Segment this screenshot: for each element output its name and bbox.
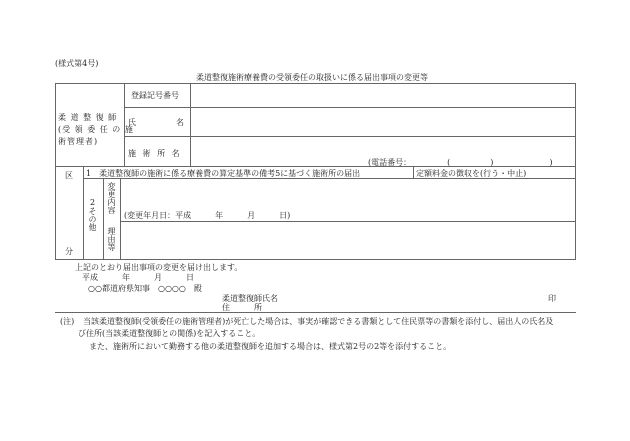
reason-field[interactable]	[121, 222, 575, 258]
address-label: 住 所	[222, 303, 262, 312]
name-label-b: 名	[176, 118, 184, 127]
seal-mark: 印	[548, 294, 556, 303]
signer-name-label: 柔道整復師氏名	[222, 294, 278, 303]
item2-label: 2その他	[88, 198, 97, 231]
name-label-a: 氏	[128, 118, 136, 127]
phone-label: (電話番号： ( ) )	[368, 158, 553, 167]
note-label: (注)	[60, 317, 75, 326]
item1-label[interactable]: 1 柔道整復師の施術に係る療養費の算定基準の備考5に基づく施術所の届出	[86, 169, 361, 178]
reason-label: 理由等	[107, 227, 116, 251]
declaration: 上記のとおり届出事項の変更を届け出します。	[75, 263, 243, 272]
divider	[55, 312, 576, 313]
change-date: (変更年月日：平成 年 月 日)	[124, 211, 291, 220]
registration-number-field[interactable]	[191, 84, 574, 106]
form-number: (様式第4号)	[55, 59, 99, 68]
note-2: また、施術所において勤務する他の柔道整復師を追加する場合は、様式第2号の2等を添付すること。	[89, 342, 452, 351]
change-content-label: 変更内容	[107, 182, 116, 214]
submission-date: 平成 年 月 日	[82, 273, 194, 282]
fee-collection-option[interactable]: 定額料金の徴収を(行う・中止)	[416, 169, 527, 178]
name-field[interactable]	[191, 108, 574, 135]
addressee: ○○都道府県知事 ○○○○ 殿	[88, 284, 202, 293]
clinic-name-label: 施 術 所 名	[128, 149, 182, 158]
practitioner-label: 柔 道 整 復 師 (受 領 委 任 の 施 術管理者)	[58, 113, 134, 146]
registration-number-label: 登録記号番号	[131, 91, 179, 100]
form-title: 柔道整復施術療養費の受領委任の取扱いに係る届出事項の変更等	[196, 73, 428, 82]
category-label-bun: 分	[65, 247, 73, 256]
note-1: 当該柔道整復師(受領委任の施術管理者)が死亡した場合は、事実が確認できる書類として住民票等の書類を添付し、届出人の氏名及	[83, 317, 554, 326]
note-1-continued: び住所(当該柔道整復師との関係)を記入すること。	[78, 329, 261, 338]
category-label-ku: 区	[65, 171, 73, 180]
